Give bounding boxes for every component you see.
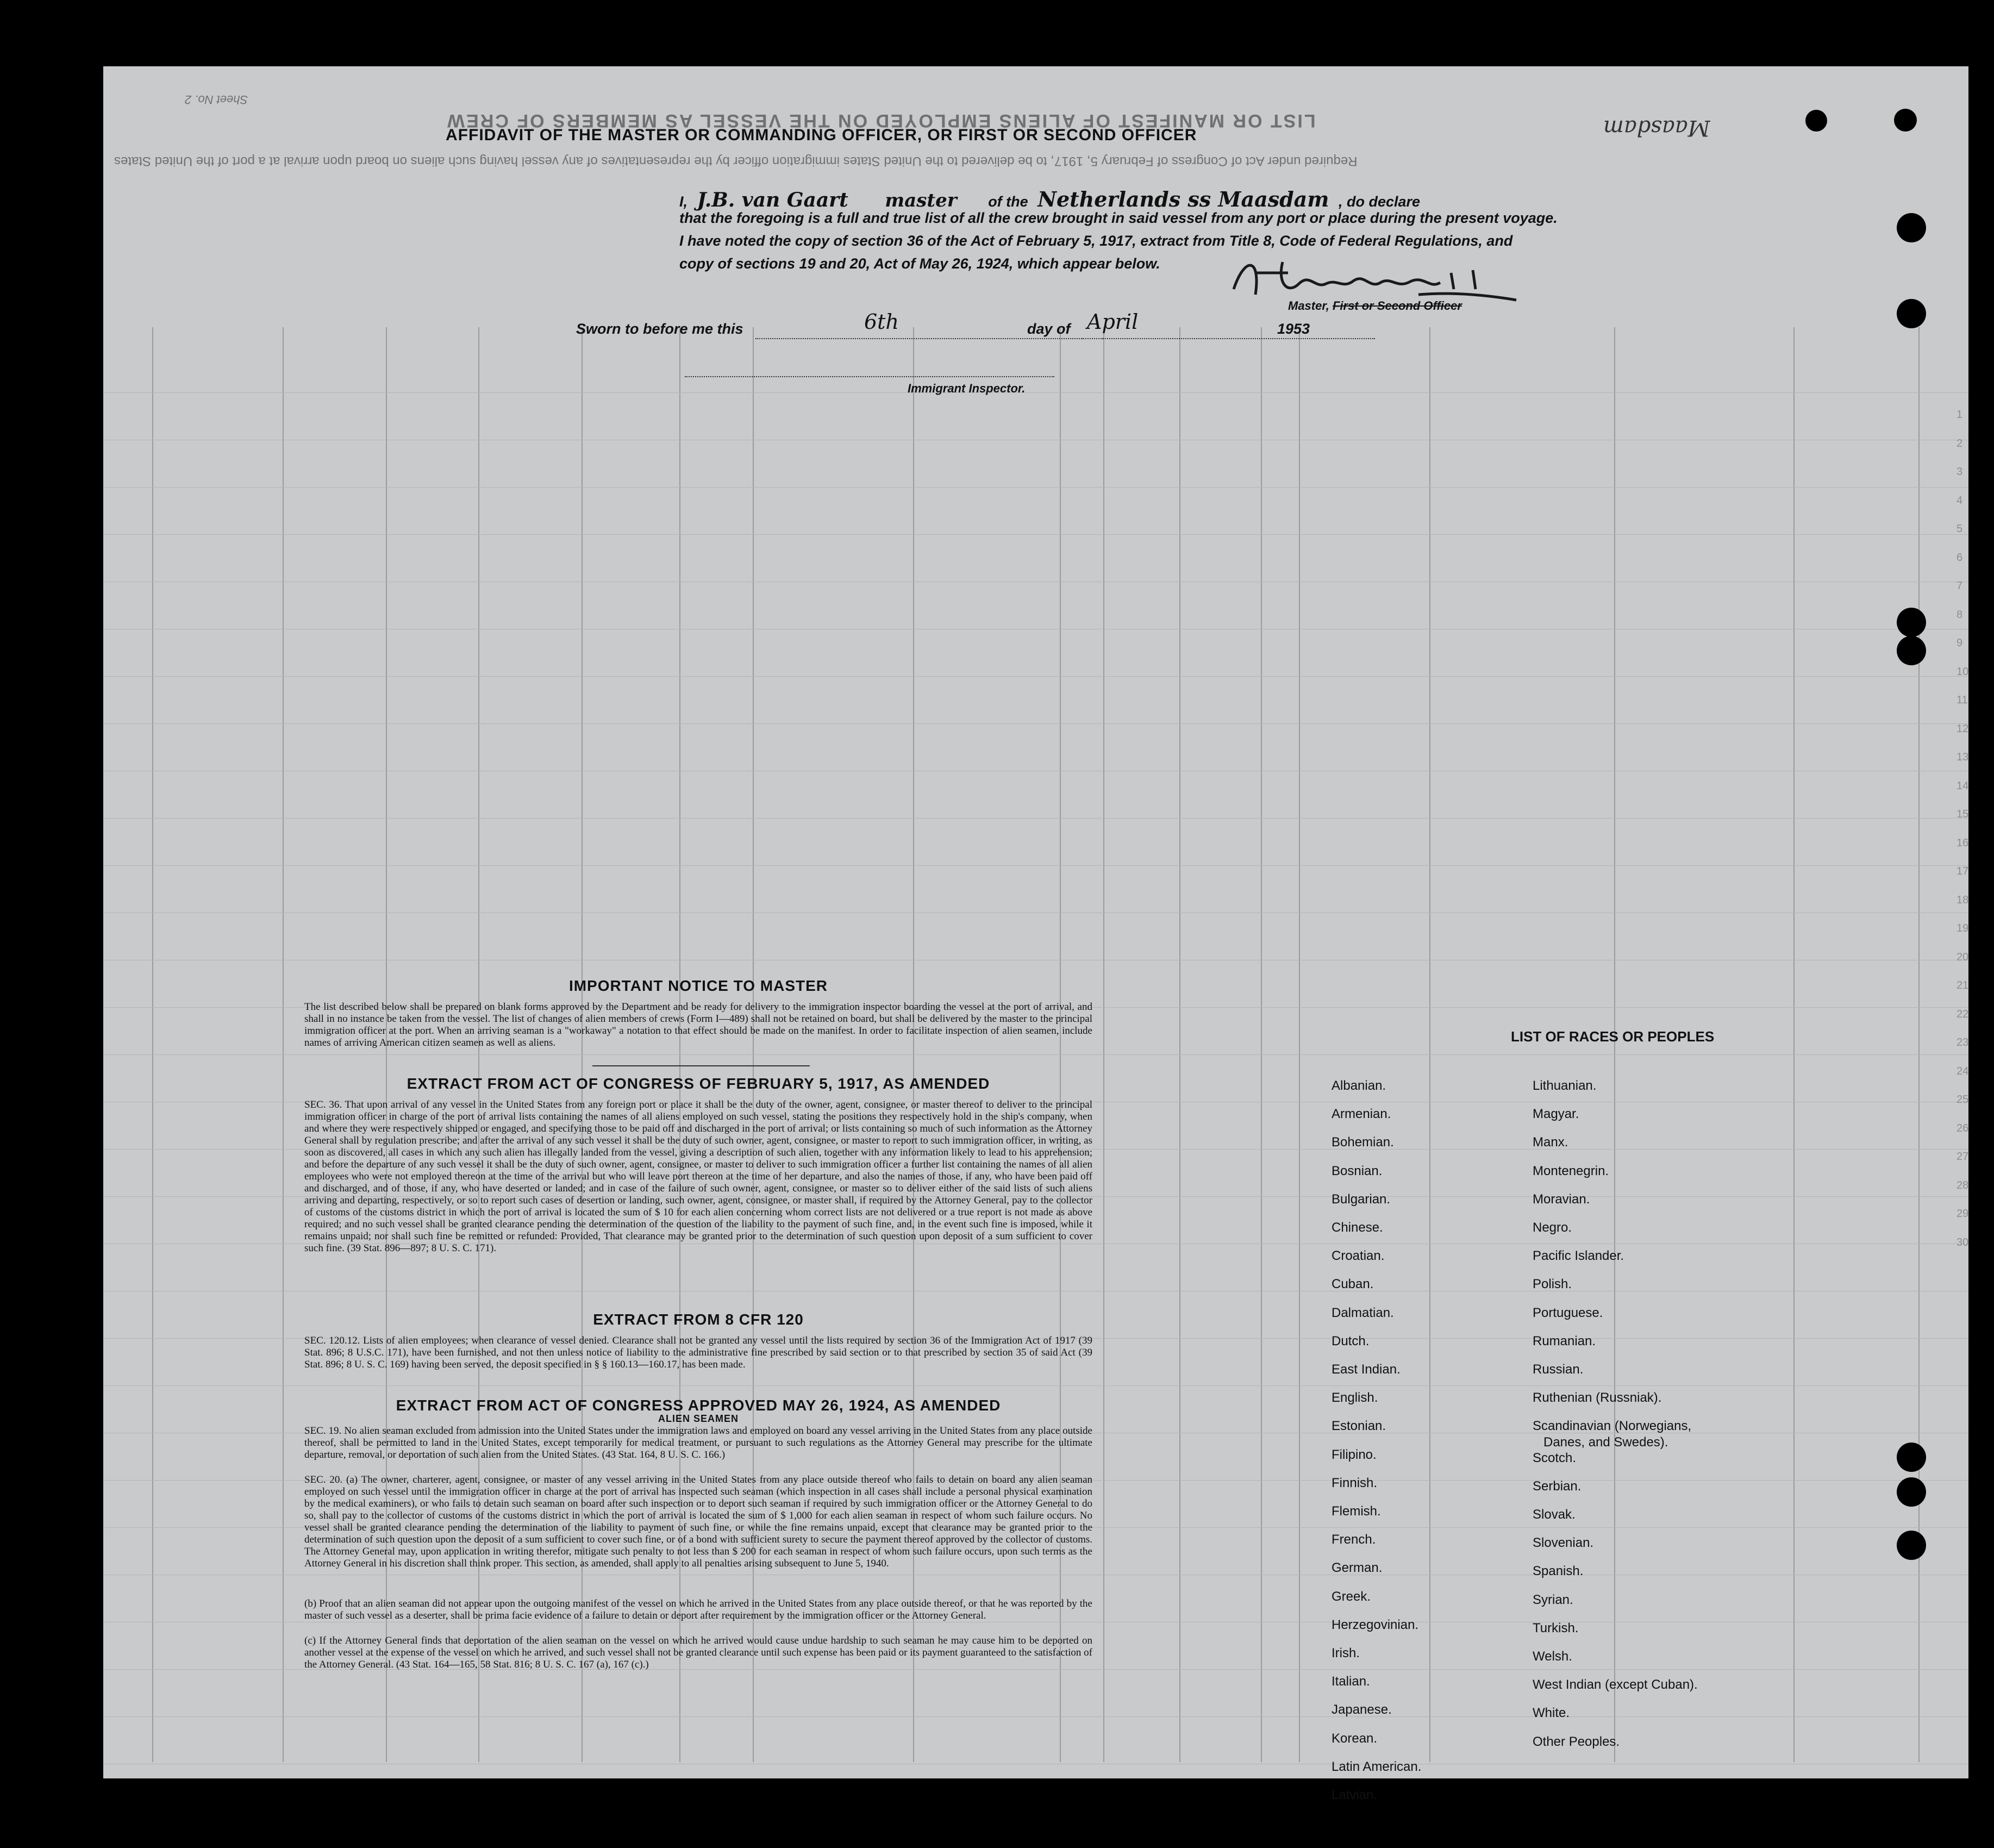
sworn-day-rule [755,338,1103,339]
row-number: 10 [1957,665,1969,678]
row-number: 19 [1957,922,1969,934]
race-item: Bohemian. [1332,1135,1394,1150]
extract3-sec20a: SEC. 20. (a) The owner, charterer, agent, consignee, or master of any vessel arriving in the United States from any place outside thereof who fails to detain on board any alien seaman employed on such vessel until the immigration officer in charge at the port of arrival has inspected such seaman (which inspection in all cases shall include a personal physical examination by the medical examiners), or who fails to detain such seaman on board after such inspection or to deport such seaman if required by such immigration officer or the Attorney General to do so, shall pay to the collector of customs of the customs district in which the port of arrival is located the sum of $ 1,000 for each alien seaman in respect of whom such failure occurs. No vessel shall be granted clearance pending the determination of the liability to payment of such fine, or while the fine remains unpaid, except that clearance may be granted prior to the determination of such question upon the deposit of a sum sufficient to cover such fine, or of a bond with sufficient surety to secure the payment thereof approved by the collector of customs. The Attorney General may, upon application in writing therefor, mitigate such penalty to not less than $ 200 for each seaman in respect of whom such failure occurs, upon such terms as the Attorney General in his discretion shall think proper. This section, as amended, shall apply to all penalties arising subsequent to June 5, 1940. [304,1474,1092,1569]
race-item: Spanish. [1533,1564,1584,1579]
race-item: English. [1332,1390,1378,1406]
race-item: Portuguese. [1533,1305,1603,1320]
race-item: East Indian. [1332,1362,1401,1377]
race-item: Serbian. [1533,1478,1582,1494]
race-item: Latvian. [1332,1788,1378,1802]
race-item: Moravian. [1533,1191,1590,1207]
row-number: 16 [1957,836,1969,849]
row-number: 7 [1957,580,1963,592]
race-item: Greek. [1332,1589,1371,1604]
race-item: Armenian. [1332,1107,1391,1122]
race-item: Russian. [1533,1362,1584,1377]
day-of-label: day of [1027,321,1071,337]
grid-column-line [1103,327,1104,1762]
race-item: Scandinavian (Norwegians, [1533,1419,1692,1434]
manifest-sheet [103,66,1969,1802]
race-item: French. [1332,1532,1376,1547]
race-item: Bosnian. [1332,1163,1383,1178]
extract2-body: SEC. 120.12. Lists of alien employees; when clearance of vessel denied. Clearance shall not be granted any vessel until the lists required by section 36 of the Immigration Act of 1917 (39 Stat. 896; 8 U.S.C. 171), have been furnished, and not then unless notice of liability to the administrative fine prescribed by said section or to that prescribed by section 35 of said Act (39 Stat. 896; 8 U. S. C. 169) having been served, the deposit specified in § § 160.13—160.17, has been made. [304,1335,1092,1370]
row-number: 15 [1957,808,1969,820]
mirrored-form-title: LIST OR MANIFEST OF ALIENS EMPLOYED ON THE VESSEL AS MEMBERS OF CREW [446,110,1316,131]
row-number: 22 [1957,1008,1969,1020]
extract1-body: SEC. 36. That upon arrival of any vessel in the United States from any foreign port or place it shall be the duty of the owner, agent, consignee, or master thereof to deliver to the principal immigration officer in charge of the port of arrival lists containing the names of all aliens employed on such vessel, stating the positions they respectively hold in the ship's company, when and where they were respectively shipped or engaged, and specifying those to be paid off and discharged in the port of arrival; or lists containing so much of such information as the Attorney General shall by regulation prescribe; and after the arrival of any such vessel it shall be the duty of such owner, agent, consignee, or master to report to such immigration officer, in writing, as soon as discovered, all cases in which any such alien has illegally landed from the vessel, giving a description of such alien, together with any information likely to lead to his apprehension; and before the departure of any such vessel it shall be the duty of such owner, agent, consignee, or master to deliver to such immigration officer a further list containing the names of all alien employees who were not employed thereon at the time of the arrival but who will leave port thereon at the time of her departure, and also the names of those, if any, who have been paid off and discharged, and of those, if any, who have deserted or landed; and in case of the failure of such owner, agent, consignee, or master so to deliver either of the said lists of such aliens arriving and departing, respectively, or so to report such cases of desertion or landing, such owner, agent, consignee, or master shall, if required by the Attorney General, pay to the collector of customs of the customs district in which the port of arrival is located the sum of $ 10 for each alien concerning whom correct lists are not delivered or a true report is not made as above required; and no such vessel shall be granted clearance pending the determination of the question of the liability to the payment of such fine, and, in the event such fine is imposed, while it remains unpaid; nor shall such fine be remitted or refunded: Provided, That clearance may be granted prior to the determination of such question upon deposit of a sum sufficient to cover such fine. (39 Stat. 896—897; 8 U. S. C. 171). [304,1099,1092,1254]
mirrored-handwritten-ship: Maasdam [1603,115,1710,140]
race-item: Pacific Islander. [1533,1248,1624,1264]
race-item: Polish. [1533,1277,1572,1292]
race-item: Irish. [1332,1646,1360,1660]
signature-role: Master, First or Second Officer [1288,299,1462,313]
sworn-month-rule [1082,338,1375,339]
grid-row-line [103,392,1968,393]
grid-row-line [103,1716,1968,1717]
race-item: Syrian. [1533,1592,1573,1607]
races-title: LIST OF RACES OR PEOPLES [1511,1028,1715,1045]
race-item: Montenegrin. [1533,1163,1609,1178]
row-number: 23 [1957,1037,1969,1048]
race-item: Scotch. [1533,1450,1577,1465]
race-item: Ruthenian (Russniak). [1533,1390,1662,1406]
extract2-title: EXTRACT FROM 8 CFR 120 [593,1311,804,1328]
row-number: 5 [1957,523,1963,535]
race-item: Italian. [1332,1674,1370,1689]
punch-hole [1897,608,1926,637]
grid-row-line [103,865,1968,866]
race-item: Rumanian. [1533,1333,1596,1348]
sworn-day: 6th [864,310,899,334]
race-item: Magyar. [1533,1107,1579,1122]
race-item: Slovenian. [1533,1535,1594,1551]
race-item: Herzegovinian. [1332,1617,1419,1632]
punch-hole [1897,1443,1926,1472]
sworn-month: April [1087,310,1139,334]
race-item: German. [1332,1560,1383,1576]
inspector-label: Immigrant Inspector. [908,382,1026,395]
row-number: 25 [1957,1094,1969,1106]
punch-hole [1897,299,1926,328]
grid-column-line [1261,327,1262,1762]
race-item: Slovak. [1533,1507,1576,1522]
row-number: 2 [1957,437,1963,449]
row-number: 24 [1957,1065,1969,1077]
race-item: Welsh. [1533,1649,1572,1664]
row-number: 29 [1957,1208,1969,1220]
row-number: 20 [1957,951,1969,963]
punch-hole [1894,109,1917,132]
race-item: Estonian. [1332,1419,1386,1434]
notice-title: IMPORTANT NOTICE TO MASTER [568,977,828,994]
race-item: Negro. [1533,1220,1572,1235]
row-number: 12 [1957,722,1969,735]
punch-hole [1897,1531,1926,1560]
race-item: White. [1533,1706,1570,1721]
row-number: 1 [1957,409,1963,421]
grid-row-line [103,1385,1968,1386]
race-item: Chinese. [1332,1220,1383,1235]
punch-hole [1805,110,1827,132]
race-item: Other Peoples. [1533,1734,1620,1749]
row-number: 14 [1957,779,1969,792]
row-number: 28 [1957,1179,1969,1191]
race-item: Turkish. [1533,1620,1579,1635]
grid-row-line [103,818,1968,819]
ship-name: Netherlands ss Maasdam [1037,187,1329,211]
inspector-signature-rule [685,376,1054,377]
row-number: 11 [1957,694,1968,706]
extract3-title: EXTRACT FROM ACT OF CONGRESS APPROVED MAY 26, 1924, AS AMENDED [396,1397,1001,1414]
grid-column-line [1299,327,1300,1762]
race-item: Latin American. [1332,1759,1422,1774]
sworn-label: Sworn to before me this [576,321,743,337]
race-item: Danes, and Swedes). [1543,1435,1668,1450]
grid-column-line [1179,327,1180,1762]
row-number: 8 [1957,608,1963,621]
sworn-year: 1953 [1277,321,1310,337]
grid-column-line [152,327,153,1762]
grid-column-line [1793,327,1795,1762]
extract3-sec20c: (c) If the Attorney General finds that deportation of the alien seaman on the vessel on which he arrived would cause undue hardship to such seaman he may cause him to be deported on another vessel at the expense of the vessel on which he arrived, and such vessel shall not be granted clearance until such expense has been paid or its payment guaranteed to the satisfaction of the Attorney General. (43 Stat. 164—165, 58 Stat. 816; 8 U. S. C. 167 (a), 167 (c).) [304,1635,1092,1670]
extract3-subtitle: ALIEN SEAMEN [658,1413,739,1424]
race-item: Cuban. [1332,1277,1374,1292]
punch-hole [1897,213,1926,242]
declaration-line-3: I have noted the copy of section 36 of the Act of February 5, 1917, extract from Title 8, Code of Federal Regulations, and [679,233,1513,249]
extract1-title: EXTRACT FROM ACT OF CONGRESS OF FEBRUARY 5, 1917, AS AMENDED [407,1075,990,1092]
race-item: Finnish. [1332,1475,1378,1490]
grid-column-line [283,327,284,1762]
race-item: Albanian. [1332,1078,1386,1093]
race-item: Lithuanian. [1533,1078,1597,1093]
race-item: Filipino. [1332,1447,1377,1462]
declaration-line-4: copy of sections 19 and 20, Act of May 26, 1924, which appear below. [679,255,1160,272]
mirrored-required-line: Required under Act of Congress of February 5, 1917, to be delivered to the United States immigration officer by the representatives of any vessel having such aliens on board upon arrival at a port of the United States [114,154,1358,168]
grid-column-line [1429,327,1430,1762]
row-number: 17 [1957,865,1969,877]
declaration-line-1: I, J.B. van Gaart master of the Netherlands ss Maasdam , do declare [679,187,1421,211]
grid-row-line [103,723,1968,724]
row-number: 6 [1957,551,1963,564]
race-item: Dalmatian. [1332,1305,1394,1320]
row-number: 21 [1957,979,1969,991]
race-item: Manx. [1533,1135,1568,1150]
race-item: Korean. [1332,1731,1378,1746]
grid-row-line [103,487,1968,488]
row-number: 27 [1957,1151,1969,1163]
race-item: Dutch. [1332,1333,1370,1348]
race-item: Croatian. [1332,1248,1385,1264]
punch-hole [1897,1477,1926,1507]
mirrored-sheet-number: Sheet No. 2 [185,93,248,107]
row-number: 4 [1957,494,1963,507]
notice-body: The list described below shall be prepared on blank forms approved by the Department and be ready for delivery to the immigration inspector boarding the vessel at the port of arrival, and shall in no instance be taken from the vessel. The list of changes of alien members of crews (Form I—489) shall not be retained on board, but shall be delivered by the master to the principal immigration officer at the port. When an arriving seaman is a "workaway" a notation to that effect should be made on the manifest. In order to facilitate inspection of alien seamen, include names of arriving American citizen seamen as well as aliens. [304,1001,1092,1048]
declaration-line-2: that the foregoing is a full and true list of all the crew brought in said vessel from any port or place during the present voyage. [679,210,1558,226]
master-name: J.B. van Gaart [697,189,848,211]
extract3-sec20b: (b) Proof that an alien seaman did not appear upon the outgoing manifest of the vessel on which he arrived in the United States from any place outside thereof, or that he was reported by the master of such vessel as a deserter, shall be prima facie evidence of a failure to detain or deport after requirement by the immigration officer or the Attorney General. [304,1598,1092,1621]
race-item: West Indian (except Cuban). [1533,1677,1698,1693]
struck-officer-text: First or Second Officer [1332,299,1462,313]
row-number: 3 [1957,466,1963,478]
extract3-sec19: SEC. 19. No alien seaman excluded from admission into the United States under the immigration laws and employed on board any vessel arriving in the United States from any place outside thereof, shall be permitted to land in the United States, except temporarily for medical treatment, or pursuant to such regulations as the Attorney General may prescribe for the ultimate departure, removal, or deportation of such alien from the United States. (43 Stat. 164, 8 U. S. C. 166.) [304,1425,1092,1460]
row-number: 30 [1957,1236,1969,1248]
master-rank: master [885,190,957,211]
row-number: 18 [1957,894,1969,906]
affidavit-title: AFFIDAVIT OF THE MASTER OR COMMANDING OFFICER, OR FIRST OR SECOND OFFICER [446,126,1197,144]
row-number: 9 [1957,637,1963,649]
grid-row-line [103,676,1968,677]
race-item: Japanese. [1332,1702,1392,1718]
row-number: 13 [1957,751,1969,763]
punch-hole [1897,636,1926,665]
race-item: Flemish. [1332,1504,1381,1519]
row-number: 26 [1957,1122,1969,1134]
divider [592,1065,810,1066]
race-item: Bulgarian. [1332,1191,1391,1207]
grid-row-line [103,534,1968,535]
